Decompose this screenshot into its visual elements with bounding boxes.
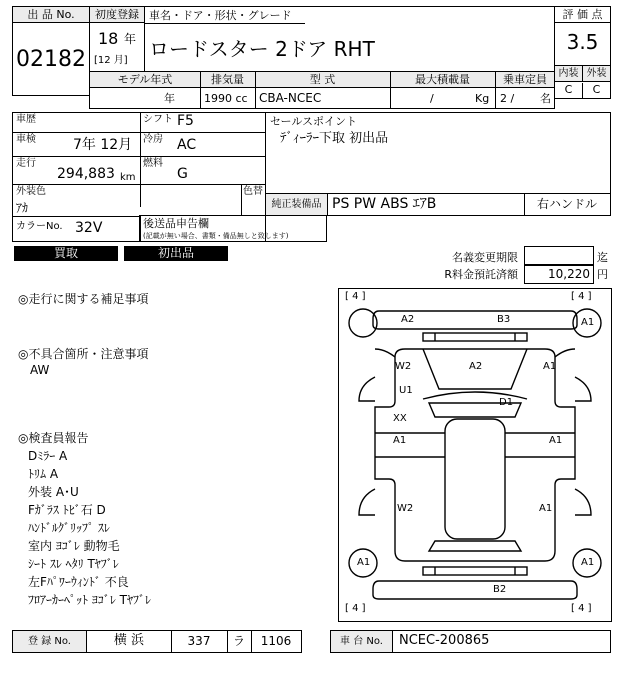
registration-class: 337 [187, 634, 211, 648]
driving-notes-title: ◎走行に関する補足事項 [18, 292, 149, 306]
inspector-line: ﾌﾛｱｰｶｰﾍﾟｯﾄ ﾖｺﾞﾚ Tﾔﾌﾞﾚ [28, 593, 151, 607]
chassis-number-label: 車 台 No. [331, 631, 393, 652]
equipment-box [265, 193, 611, 216]
details-hdiv-4 [13, 216, 140, 217]
car-name-label: 車名・ドア・形状・グレード [149, 9, 292, 22]
inspector-line: 左Fﾊﾟﾜｰｳｨﾝﾄﾞ 不良 [28, 575, 129, 589]
recycle-label: R料金預託済額 [444, 268, 518, 281]
capacity-label: 乗車定員 [503, 73, 547, 86]
mark-door-front-left-2: A1 [393, 435, 407, 446]
interior-label: 内装 [555, 66, 583, 82]
capacity-unit: 名 [540, 92, 551, 105]
inspector-line: ｼｰﾄ ｽﾚ ﾍﾀﾘ Tﾔﾌﾞﾚ [28, 557, 119, 571]
chassis-number-box [330, 630, 611, 653]
handle-value: 右ハンドル [536, 197, 597, 211]
defects-title: ◎不具合箇所・注意事項 [18, 347, 149, 361]
recycle-value-box [524, 265, 594, 284]
color-no-label: カラーNo. [16, 221, 63, 232]
displacement-label: 排気量 [211, 73, 244, 86]
ac-label: 冷房 [143, 134, 163, 145]
model-year-value: 年 [164, 92, 175, 105]
registration-number-label: 登 録 No. [13, 631, 87, 652]
registration-year-unit: 年 [124, 32, 137, 46]
first-registration-box [89, 6, 145, 72]
registration-number-box [12, 630, 302, 653]
history-label: 車歴 [16, 114, 36, 125]
max-load-label: 最大積載量 [415, 73, 470, 86]
mark-door-front-left: XX [393, 413, 407, 424]
inspector-line: Dﾐﾗｰ A [28, 449, 68, 463]
name-change-unit: 迄 [597, 251, 608, 264]
inspector-lines [28, 447, 151, 609]
car-name-label-underline [145, 23, 305, 24]
buy-badge: 買取 [14, 246, 118, 261]
chassis-number: NCEC-200865 [399, 633, 490, 648]
mark-front-bumper-left: A2 [401, 314, 415, 325]
registration-kana: ラ [232, 634, 245, 648]
corner-mark-top-right: [ 4 ] [571, 291, 592, 302]
exterior-color-label: 外装色 [16, 186, 46, 197]
score-value: 3.5 [566, 30, 599, 54]
ac-value: AC [177, 137, 197, 153]
corner-mark-bottom-left: [ 4 ] [345, 603, 366, 614]
mark-windshield: D1 [499, 397, 514, 408]
mileage-label: 走行 [16, 158, 36, 169]
mark-fender-front-right: A1 [543, 361, 557, 372]
mark-fender-front-left: W2 [395, 361, 412, 372]
mark-front-bumper-right: B3 [497, 314, 511, 325]
model-value: CBA-NCEC [259, 91, 322, 105]
details-hdiv-3 [13, 184, 265, 185]
exterior-color-value: ｱｶ [16, 201, 29, 215]
registration-area: 横 浜 [113, 633, 145, 648]
mark-door-front-right: A1 [549, 435, 563, 446]
corner-mark-bottom-right: [ 4 ] [571, 603, 592, 614]
lot-number-label: 出 品 No. [13, 7, 89, 23]
inspection-label: 車検 [16, 134, 36, 145]
first-listing-badge: 初出品 [124, 246, 228, 261]
corner-mark-top-left: [ 4 ] [345, 291, 366, 302]
displacement-value: 1990 cc [204, 92, 248, 105]
interior-grade: C [555, 83, 583, 98]
registration-number: 1106 [260, 634, 292, 648]
registration-year: 18 [98, 29, 119, 48]
sales-point-box [265, 112, 611, 194]
inspector-line: 室内 ﾖｺﾞﾚ 動物毛 [28, 539, 120, 553]
inspector-line: Fｶﾞﾗｽ ﾄﾋﾞ石 D [28, 503, 106, 517]
car-name: ロードスター 2ドア RHT [149, 37, 375, 61]
recycle-unit: 円 [597, 268, 608, 281]
recycle-value: 10,220 [548, 267, 590, 281]
inspector-line: 外装 A･U [28, 485, 79, 499]
fuel-label: 燃料 [143, 158, 163, 169]
docs-label: 後送品申告欄 [143, 217, 209, 230]
docs-note: (記載が無い場合、書類・備品無しと致します) [143, 232, 289, 240]
details-hdiv-1 [13, 132, 265, 133]
mark-quarter-rear-left: W2 [397, 503, 414, 514]
fuel-value: G [177, 166, 188, 182]
first-registration-label: 初度登録 [90, 7, 144, 23]
model-label: 型 式 [309, 73, 336, 86]
mark-fender-front-left-2: U1 [399, 385, 413, 396]
inspection-value: 7年 12月 [73, 137, 133, 153]
car-outline-svg [339, 289, 611, 621]
mark-bonnet: A2 [469, 361, 483, 372]
lot-number-box [12, 6, 90, 96]
exterior-label: 外装 [583, 66, 610, 82]
registration-month: [12 月] [94, 55, 128, 66]
defects-value: AW [30, 363, 50, 377]
mark-tire-rear-right: A1 [581, 557, 595, 568]
mark-rear-bumper: B2 [493, 584, 507, 595]
name-change-label: 名義変更期限 [452, 251, 518, 264]
mark-tire-rear-left: A1 [357, 557, 371, 568]
model-year-label: モデル年式 [117, 73, 173, 86]
details-vdiv [140, 113, 141, 207]
score-label: 評 価 点 [555, 7, 610, 23]
mileage-unit: km [120, 172, 136, 183]
color-change-label: 色替 [243, 186, 263, 197]
docs-box [139, 215, 327, 242]
color-change-vdiv [241, 184, 242, 216]
damage-diagram [338, 288, 612, 622]
name-change-value-box [524, 246, 594, 265]
inspector-line: ﾄﾘﾑ A [28, 467, 59, 481]
equipment-label: 純正装備品 [266, 194, 328, 215]
spec-row [89, 71, 555, 109]
max-load-value: / [430, 92, 434, 105]
capacity-value: 2 / [500, 92, 515, 105]
details-hdiv-2 [13, 156, 265, 157]
color-no-value: 32V [75, 220, 103, 236]
mark-quarter-rear-right: A1 [539, 503, 553, 514]
shift-value: F5 [177, 113, 194, 129]
lot-number: 02182 [16, 47, 86, 72]
mark-tire-front-right: A1 [581, 317, 595, 328]
max-load-unit: Kg [475, 92, 490, 105]
sales-point-value: ﾃﾞｨｰﾗｰ下取 初出品 [280, 131, 389, 146]
exterior-grade: C [592, 83, 601, 96]
mileage-value: 294,883 [57, 166, 115, 182]
inspector-line: ﾊﾝﾄﾞﾙｸﾞﾘｯﾌﾟ ｽﾚ [28, 521, 110, 535]
car-name-box [144, 6, 555, 72]
inspector-title: ◎検査員報告 [18, 431, 89, 445]
shift-label: シフト [143, 114, 173, 125]
sales-point-label: セールスポイント [270, 115, 358, 128]
equipment-value: PS PW ABS ｴｱB [332, 196, 437, 212]
score-box [554, 6, 611, 99]
